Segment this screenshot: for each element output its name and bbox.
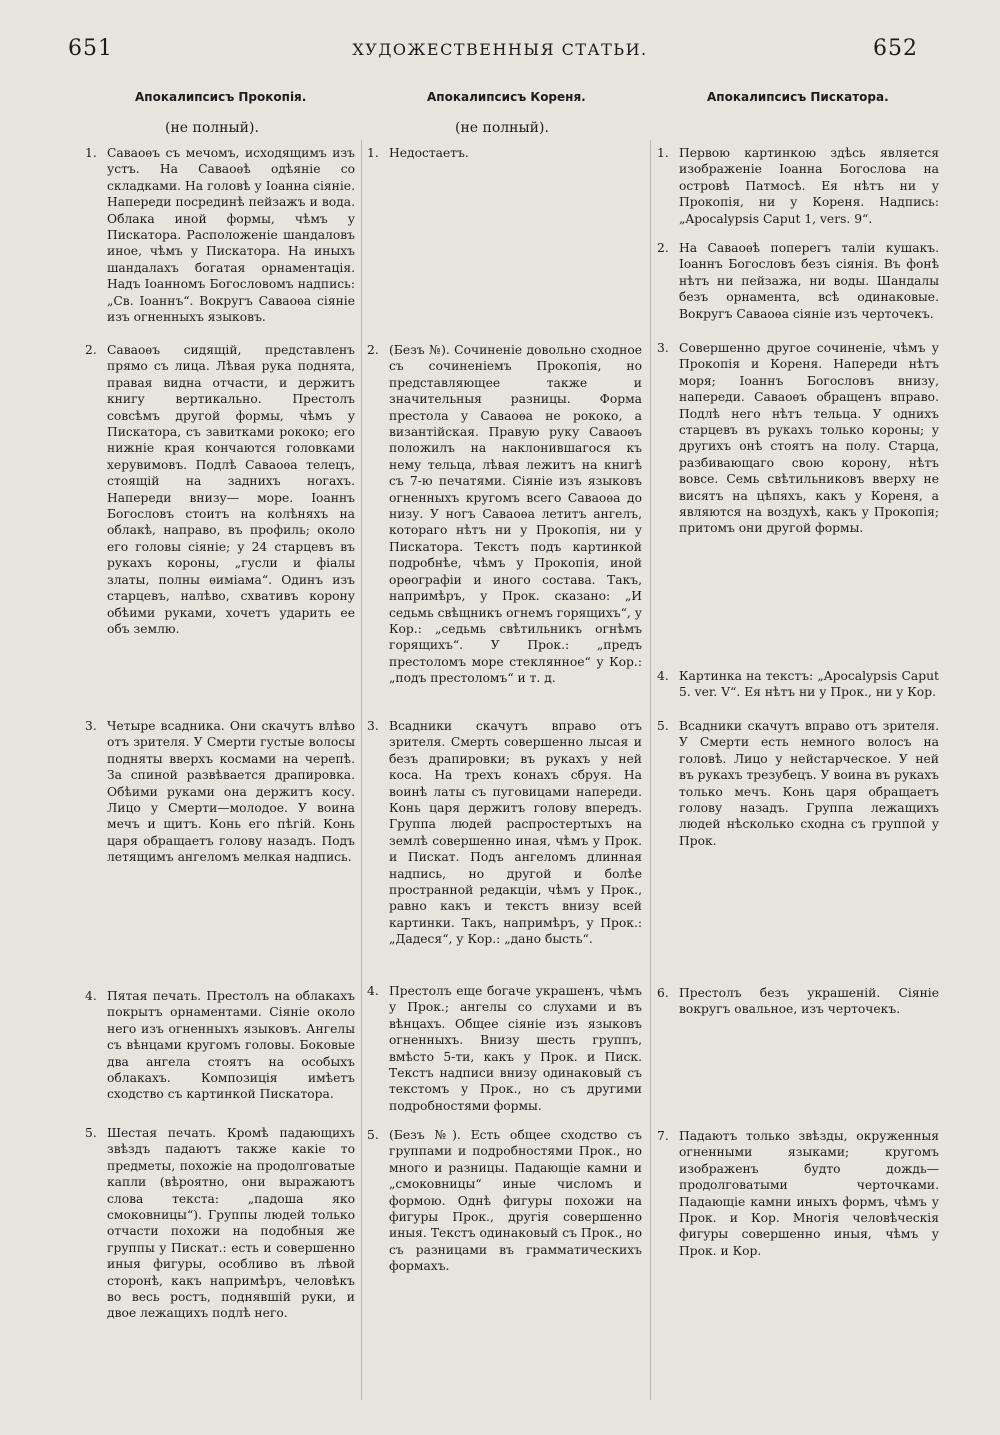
item-number: 5. xyxy=(367,1128,379,1142)
list-item xyxy=(657,985,939,1018)
list-item xyxy=(657,240,939,322)
list-item xyxy=(85,718,355,866)
item-text: (Безъ №). Есть общее сходство съ группами и подробностями Прок., но много и разницы. Падающіе камни и „смоковницы“ иные числомъ и формою. Однѣ фигуры похожи на фигуры Прок., другія совершенно иныя. Текстъ одинаковый съ Прок., но съ разницами въ грамматическихъ формахъ. xyxy=(389,1128,642,1274)
list-item xyxy=(85,988,355,1103)
item-text: Четыре всадника. Они скачутъ влѣво отъ зрителя. У Смерти густые волосы подняты вверхъ космами на черепѣ. За спиной развѣвается драпировка. Обѣими руками она держитъ косу. Лицо у Смерти—молодое. У воина мечъ и щитъ. Конь его пѣгій. Конь царя обращаетъ голову назадъ. Подъ летящимъ ангеломъ мелкая надпись. xyxy=(107,719,355,865)
item-number: 7. xyxy=(657,1129,669,1143)
page-number-left: 651 xyxy=(68,36,113,61)
item-number: 5. xyxy=(657,719,669,733)
column-note-koren: (не полный). xyxy=(455,120,549,136)
column-note-prokopiy: (не полный). xyxy=(165,120,259,136)
column-title-koren: Апокалипсисъ Кореня. xyxy=(427,90,586,104)
item-number: 2. xyxy=(367,343,379,357)
list-item xyxy=(85,342,355,637)
item-number: 1. xyxy=(85,146,97,160)
column-title-prokopiy: Апокалипсисъ Прокопія. xyxy=(135,90,307,104)
item-text: На Саваоѳѣ поперегъ таліи кушакъ. Іоаннъ Богословъ безъ сіянія. Въ фонѣ нѣтъ ни пейзажа, ни воды. Шандалы безъ орнамента, всѣ одинаковые. Вокругъ Саваоѳа сіяніе изъ черточекъ. xyxy=(679,241,939,321)
list-item xyxy=(367,342,642,687)
item-number: 3. xyxy=(367,719,379,733)
list-item xyxy=(367,145,642,161)
item-text: Недостаетъ. xyxy=(389,146,469,160)
list-item xyxy=(657,718,939,849)
item-number: 4. xyxy=(85,989,97,1003)
page-number-right: 652 xyxy=(873,36,918,61)
item-number: 2. xyxy=(85,343,97,357)
item-text: Совершенно другое сочиненіе, чѣмъ у Прокопія и Кореня. Напереди нѣтъ моря; Іоаннъ Богословъ внизу, напереди. Саваоѳъ обращенъ вправо. Подлѣ него нѣтъ тельца. У однихъ старцевъ въ рукахъ только короны; у другихъ онѣ стоятъ на полу. Старца, разбивающаго свою корону, нѣтъ вовсе. Семь свѣтильниковъ вверху не висятъ на цѣпяхъ, какъ у Кореня, а являются на воздухѣ, какъ у Прокопія; притомъ они другой формы. xyxy=(679,341,939,536)
item-text: Всадники скачутъ вправо отъ зрителя. У Смерти есть немного волосъ на головѣ. Лицо у нейстарческое. У ней въ рукахъ трезубецъ. У воина въ рукахъ только мечъ. Конь царя обращаетъ голову назадъ. Группа лежащихъ людей нѣсколько сходна съ группой у Прок. xyxy=(679,719,939,848)
list-item xyxy=(85,145,355,325)
item-text: Первою картинкою здѣсь является изображеніе Іоанна Богослова на островѣ Патмосѣ. Ея нѣтъ ни у Прокопія, ни у Кореня. Надпись: „Apocalypsis Caput 1, vers. 9“. xyxy=(679,146,939,226)
list-item xyxy=(657,668,939,701)
item-number: 4. xyxy=(367,984,379,998)
item-number: 1. xyxy=(657,146,669,160)
item-text: Всадники скачутъ вправо отъ зрителя. Смерть совершенно лысая и безъ драпировки; въ рукахъ у ней коса. На трехъ конахъ сбруя. На воинѣ латы съ пуговицами напереди. Конь царя держитъ голову впередъ. Группа людей распростертыхъ на землѣ совершенно иная, чѣмъ у Прок. и Пискат. Подъ ангеломъ длинная надпись, но другой и болѣе пространной редакціи, чѣмъ у Прок., равно какъ и текстъ внизу всей картинки. Такъ, напримѣръ, у Прок.: „Дадеся“, у Кор.: „дано бысть“. xyxy=(389,719,642,947)
item-text: Престолъ еще богаче украшенъ, чѣмъ у Прок.; ангелы со слухами и въ вѣнцахъ. Общее сіяніе изъ языковъ огненныхъ. Внизу шесть группъ, вмѣсто 5-ти, какъ у Прок. и Писк. Текстъ надписи внизу одинаковый съ текстомъ у Прок., но съ другими подробностями формы. xyxy=(389,984,642,1113)
item-number: 3. xyxy=(657,341,669,355)
item-number: 6. xyxy=(657,986,669,1000)
list-item xyxy=(657,145,939,227)
item-text: Падаютъ только звѣзды, окруженныя огненными языками; кругомъ изображенъ будто дождь—продолговатыми черточками. Падающіе камни иныхъ формъ, чѣмъ у Прок. и Кор. Многія человѣческія фигуры совершенно иныя, чѣмъ у Прок. и Кор. xyxy=(679,1129,939,1258)
item-number: 5. xyxy=(85,1126,97,1140)
column-divider xyxy=(361,140,362,1400)
list-item xyxy=(657,1128,939,1259)
item-text: Престолъ безъ украшеній. Сіяніе вокругъ овальное, изъ черточекъ. xyxy=(679,986,939,1017)
column-divider xyxy=(650,140,651,1400)
list-item xyxy=(367,718,642,948)
item-text: Саваоѳъ съ мечомъ, исходящимъ изъ устъ. На Саваоѳѣ одѣяніе со складками. На головѣ у Іоанна сіяніе. Напереди посрединѣ пейзажъ и вода. Облака иной формы, чѣмъ у Пискатора. Расположеніе шандаловъ иное, чѣмъ у Пискатора. На иныхъ шандалахъ богатая орнаментація. Надъ Іоанномъ Богословомъ надпись: „Св. Іоаннъ“. Вокругъ Саваоѳа сіяніе изъ огненныхъ языковъ. xyxy=(107,146,355,325)
list-item xyxy=(367,1127,642,1275)
item-number: 1. xyxy=(367,146,379,160)
item-text: Пятая печать. Престолъ на облакахъ покрытъ орнаментами. Сіяніе около него изъ огненныхъ языковъ. Ангелы съ вѣнцами кругомъ головы. Боковые два ангела стоятъ на особыхъ облакахъ. Композиція имѣетъ сходство съ картинкой Пискатора. xyxy=(107,989,355,1102)
item-number: 4. xyxy=(657,669,669,683)
item-text: Шестая печать. Кромѣ падающихъ звѣздъ падаютъ также какіе то предметы, похожіе на продолговатые капли (вѣроятно, они выражаютъ слова текста: „падоша яко смоковницы“). Группы людей только отчасти похожи на подобныя же группы у Пискат.: есть и совершенно иныя фигуры, особливо въ лѣвой сторонѣ, какъ напримѣръ, человѣкъ во весь ростъ, поднявшій руки, и двое лежащихъ подлѣ него. xyxy=(107,1126,355,1321)
list-item xyxy=(367,983,642,1114)
running-title: ХУДОЖЕСТВЕННЫЯ СТАТЬИ. xyxy=(352,40,648,59)
item-number: 2. xyxy=(657,241,669,255)
list-item xyxy=(657,340,939,537)
item-text: Саваоѳъ сидящій, представленъ прямо съ лица. Лѣвая рука поднята, правая видна отчасти, и держитъ книгу вертикально. Престолъ совсѣмъ другой формы, чѣмъ у Пискатора, съ завитками рококо; его нижніе края кончаются головками херувимовъ. Подлѣ Саваоѳа телецъ, стоящій на заднихъ ногахъ. Напереди внизу— море. Іоаннъ Богословъ стоитъ на колѣняхъ на облакѣ, направо, въ профиль; около его головы сіяніе; у 24 старцевъ въ рукахъ короны, „гусли и фіалы златы, полны ѳиміама“. Одинъ изъ старцевъ, налѣво, схвативъ корону обѣими руками, хочетъ ударить ее объ землю. xyxy=(107,343,355,636)
item-text: Картинка на текстъ: „Apocalypsis Caput 5. ver. V“. Ея нѣтъ ни у Прок., ни у Кор. xyxy=(679,669,939,700)
item-text: (Безъ №). Сочиненіе довольно сходное съ сочиненіемъ Прокопія, но представляющее также и значительныя разницы. Форма престола у Саваоѳа не рококо, а византійская. Правую руку Саваоѳъ положилъ на наклонившагося къ нему тельца, лѣвая лежитъ на книгѣ съ 7-ю печатями. Сіяніе изъ языковъ огненныхъ кругомъ всего Саваоѳа до низу. У ногъ Саваоѳа летитъ ангелъ, котораго нѣтъ ни у Прокопія, ни у Пискатора. Текстъ подъ картинкой подробнѣе, чѣмъ у Прокопія, иной орѳографіи и иного состава. Такъ, напримѣръ, у Прок. сказано: „И седьмь свѣщникъ огнемъ горящихъ“, у Кор.: „седьмь свѣтильникъ огнѣмъ горящихъ“. У Прок.: „предъ престоломъ море стеклянное“ у Кор.: „подъ престоломъ“ и т. д. xyxy=(389,343,642,686)
list-item xyxy=(85,1125,355,1322)
column-title-piskator: Апокалипсисъ Пискатора. xyxy=(707,90,889,104)
item-number: 3. xyxy=(85,719,97,733)
